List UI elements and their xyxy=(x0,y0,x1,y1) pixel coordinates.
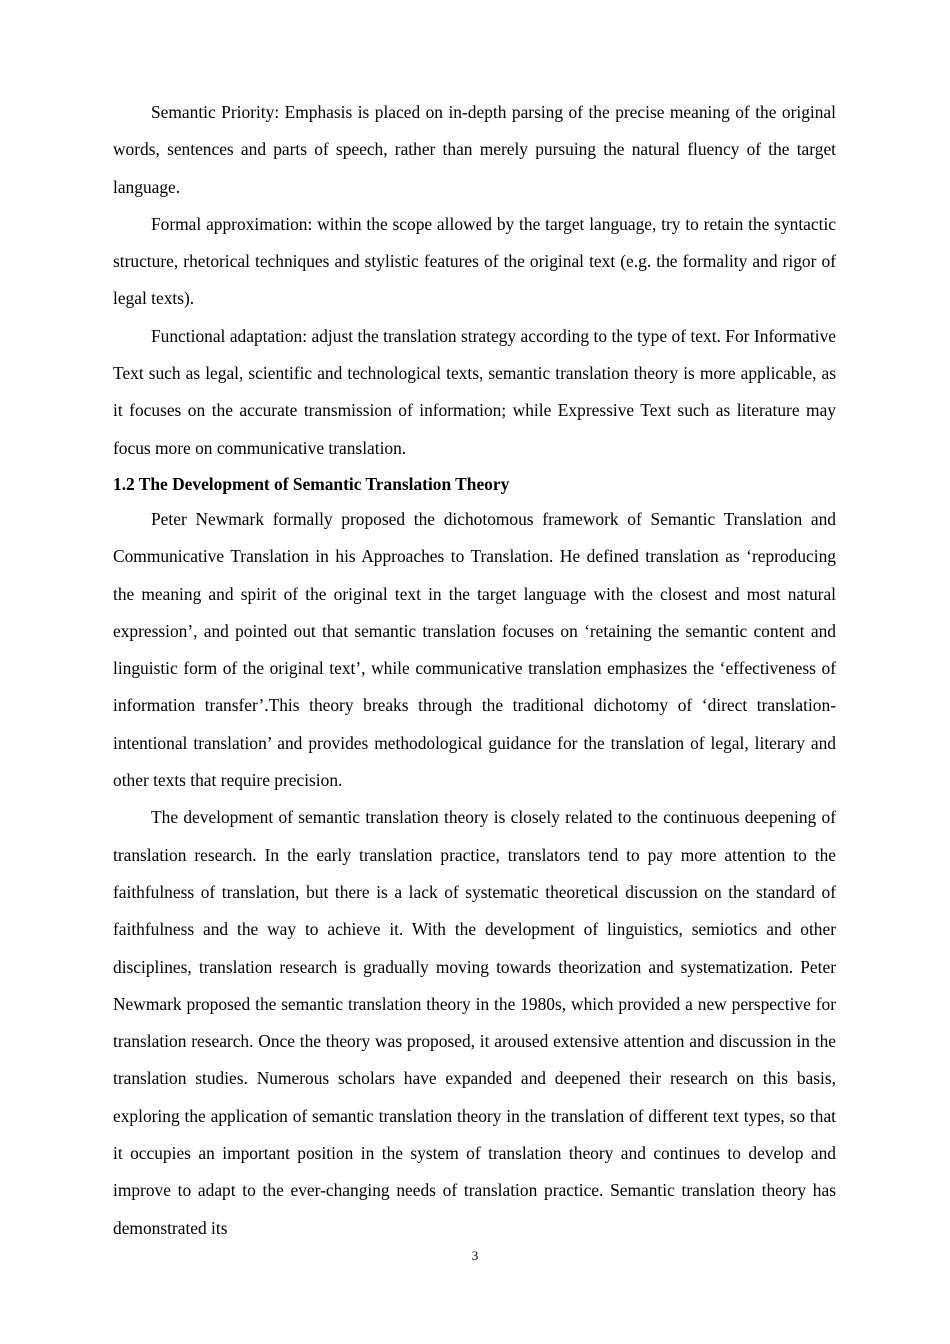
paragraph-semantic-priority: Semantic Priority: Emphasis is placed on in-depth parsing of the precise meaning of the original words, sentences and parts of speech, rather than merely pursuing the natural fluency of the target language. xyxy=(113,102,836,197)
paragraph-theory-development: The development of semantic translation theory is closely related to the continuous deepening of translation research. In the early translation practice, translators tend to pay more attention to the faithfulness of translation, but there is a lack of systematic theoretical discussion on the standard of faithfulness and the way to achieve it. With the development of linguistics, semiotics and other disciplines, translation research is gradually moving towards theorization and systematization. Peter Newmark proposed the semantic translation theory in the 1980s, which provided a new perspective for translation research. Once the theory was proposed, it aroused extensive attention and discussion in the translation studies. Numerous scholars have expanded and deepened their research on this basis, exploring the application of semantic translation theory in the translation of different text types, so that it occupies an important position in the system of translation theory and continues to develop and improve to adapt to the ever-changing needs of translation practice. Semantic translation theory has demonstrated its xyxy=(113,807,836,1238)
section-heading: 1.2 The Development of Semantic Translation Theory xyxy=(113,473,510,494)
paragraph-newmark-framework: Peter Newmark formally proposed the dichotomous framework of Semantic Translation and Communicative Translation in his Approaches to Translation. He defined translation as ‘reproducing the meaning and spirit of the original text in the target language with the closest and most natural expression’, and pointed out that semantic translation focuses on ‘retaining the semantic content and linguistic form of the original text’, while communicative translation emphasizes the ‘effectiveness of information transfer’.This theory breaks through the traditional dichotomy of ‘direct translation-intentional translation’ and provides methodological guidance for the translation of legal, literary and other texts that require precision. xyxy=(113,508,836,791)
page-number: 3 xyxy=(471,1248,479,1263)
paragraph-formal-approximation: Formal approximation: within the scope allowed by the target language, try to retain the syntactic structure, rhetorical techniques and stylistic features of the original text (e.g. the formality and rigor of legal texts). xyxy=(113,213,836,309)
paragraph-functional-adaptation: Functional adaptation: adjust the translation strategy according to the type of text. For Informative Text such as legal, scientific and technological texts, semantic translation theory is more applicable, as it focuses on the accurate transmission of information; while Expressive Text such as literature may focus more on communicative translation. xyxy=(113,325,836,458)
page-body xyxy=(113,94,836,1247)
